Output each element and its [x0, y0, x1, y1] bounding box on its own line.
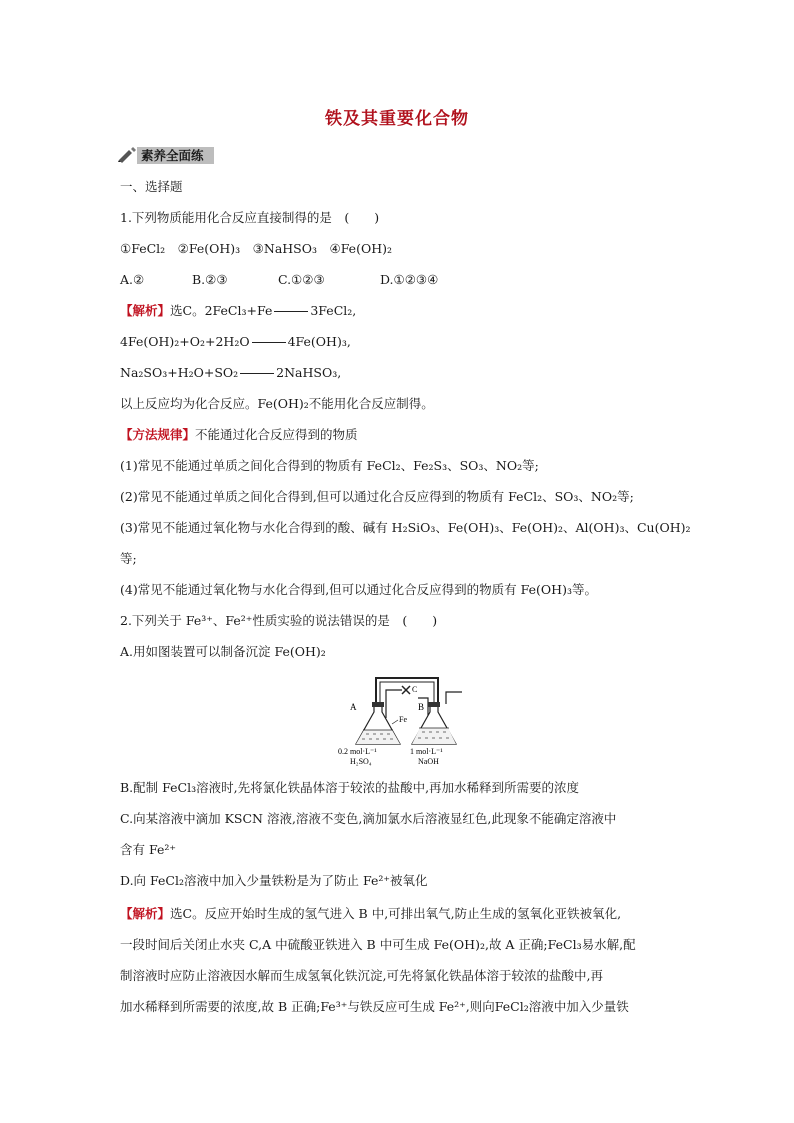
- q1-option-a: A.②: [120, 272, 145, 287]
- left-concentration: 0.2 mol·L⁻¹: [338, 747, 377, 756]
- label-b: B: [418, 702, 425, 712]
- label-fe: Fe: [399, 715, 407, 724]
- section-tag-label: 素养全面练: [137, 147, 214, 164]
- q2-option-c-cont: 含有 Fe²⁺: [120, 842, 176, 857]
- right-solution: NaOH: [418, 757, 439, 766]
- q1-analysis-line-1: [120, 302, 356, 320]
- part-heading: 一、选择题: [120, 179, 183, 194]
- page-title: 铁及其重要化合物: [325, 109, 469, 129]
- q1-options: [120, 271, 438, 289]
- q2-analysis-line-3: 制溶液时应防止溶液因水解而生成氢氧化铁沉淀,可先将氯化铁晶体溶于较浓的盐酸中,再: [120, 968, 603, 983]
- q1-option-d: D.①②③④: [379, 272, 439, 287]
- q2-option-c: C.向某溶液中滴加 KSCN 溶液,溶液不变色,滴加氯水后溶液显红色,此现象不能确定溶液中: [120, 811, 617, 826]
- q1-analysis-line-2: [120, 333, 351, 351]
- equation-left: 选C。2FeCl₃+Fe: [170, 303, 273, 318]
- q2-analysis-line-1: [120, 905, 621, 923]
- q2-option-b: B.配制 FeCl₃溶液时,先将氯化铁晶体溶于较浓的盐酸中,再加水稀释到所需要的浓度: [120, 780, 580, 795]
- q2-analysis-line-4: 加水稀释到所需要的浓度,故 B 正确;Fe³⁺与铁反应可生成 Fe²⁺,则向FeCl₂溶液中加入少量铁: [120, 999, 629, 1014]
- method-rule-1: (1)常见不能通过单质之间化合得到的物质有 FeCl₂、Fe₂S₃、SO₃、NO₂等;: [120, 458, 539, 473]
- label-c: C: [412, 685, 418, 694]
- method-label: 【方法规律】: [120, 427, 196, 442]
- q1-stem: 1.下列物质能用化合反应直接制得的是 ( ): [120, 210, 380, 225]
- q2-option-a: A.用如图装置可以制备沉淀 Fe(OH)₂: [120, 644, 326, 659]
- analysis-label: 【解析】: [120, 303, 171, 318]
- method-rule-3: (3)常见不能通过氧化物与水化合得到的酸、碱有 H₂SiO₃、Fe(OH)₃、Fe(OH)₂、Al(OH)₃、Cu(OH)₂: [120, 520, 691, 535]
- equation-sign: [252, 342, 286, 343]
- method-title: 不能通过化合反应得到的物质: [195, 427, 358, 442]
- q1-analysis-line-4: 以上反应均为化合反应。Fe(OH)₂不能用化合反应制得。: [120, 396, 434, 411]
- label-a: A: [350, 702, 357, 712]
- right-concentration: 1 mol·L⁻¹: [410, 747, 443, 756]
- equation-right: 3FeCl₂,: [310, 303, 357, 318]
- pencil-icon: [117, 147, 137, 163]
- equation-left: 4Fe(OH)₂+O₂+2H₂O: [120, 334, 250, 349]
- equation-right: 2NaHSO₃,: [276, 365, 342, 380]
- q2-stem: 2.下列关于 Fe³⁺、Fe²⁺性质实验的说法错误的是 ( ): [120, 613, 438, 628]
- equation-right: 4Fe(OH)₃,: [287, 334, 351, 349]
- q2-option-d: D.向 FeCl₂溶液中加入少量铁粉是为了防止 Fe²⁺被氧化: [120, 873, 428, 888]
- q1-option-b: B.②③: [191, 272, 228, 287]
- equation-left: Na₂SO₃+H₂O+SO₂: [120, 365, 239, 380]
- method-rule-4: (4)常见不能通过氧化物与水化合得到,但可以通过化合反应得到的物质有 Fe(OH)₃等。: [120, 582, 597, 597]
- q1-analysis-line-3: [120, 364, 341, 382]
- q1-choices: ①FeCl₂ ②Fe(OH)₃ ③NaHSO₃ ④Fe(OH)₂: [120, 241, 392, 256]
- left-solution: H₂SO₄: [350, 757, 372, 766]
- method-rule-2: (2)常见不能通过单质之间化合得到,但可以通过化合反应得到的物质有 FeCl₂、SO₃、NO₂等;: [120, 489, 634, 504]
- method-rule-heading: [120, 426, 358, 444]
- equation-sign: [240, 373, 274, 374]
- analysis-label: 【解析】: [120, 906, 171, 921]
- analysis-text: 选C。反应开始时生成的氢气进入 B 中,可排出氧气,防止生成的氢氧化亚铁被氧化,: [170, 906, 622, 921]
- q1-option-c: C.①②③: [277, 272, 325, 287]
- section-tag: [117, 146, 214, 164]
- apparatus-diagram: [336, 668, 466, 768]
- method-rule-3-cont: 等;: [120, 551, 137, 566]
- q2-analysis-line-2: 一段时间后关闭止水夹 C,A 中硫酸亚铁进入 B 中可生成 Fe(OH)₂,故 A 正确;FeCl₃易水解,配: [120, 937, 636, 952]
- equation-sign: [274, 311, 308, 312]
- clamp-c: [402, 686, 410, 694]
